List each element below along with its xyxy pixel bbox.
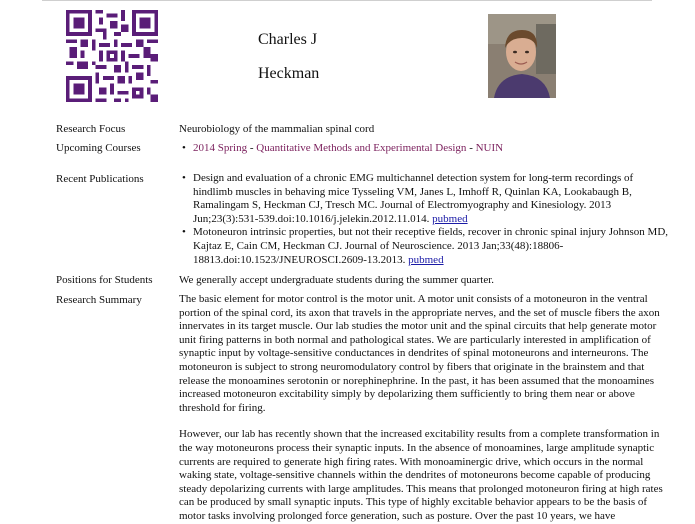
- publication-citation: Design and evaluation of a chronic EMG multichannel detection system for long-term recordings of hindlimb muscles in behaving mice Tysseling VM, Janes L, Imhoff R, Quinlan KA, Lookabaugh B, Ramalingam S, Heckman CJ, Tresch MC. Journal of Electromyography and Kinesiology. 2013 Jun;23(3):531-539.doi:10.1016/j.jelekin.2012.11.014.: [193, 172, 634, 225]
- course-term-link[interactable]: 2014 Spring: [193, 142, 248, 154]
- research-focus-value: Neurobiology of the mammalian spinal cord: [179, 123, 375, 135]
- last-name: Heckman: [258, 65, 320, 82]
- course-separator: -: [247, 142, 257, 154]
- bullet-icon: •: [182, 142, 186, 154]
- publication-item: [179, 172, 673, 226]
- summary-paragraph: However, our lab has recently shown that the increased excitability results from a complete transformation in the way motoneurons process their synaptic inputs. In the absence of monoamines, large amplitude synaptic currents are required to generate high firing rates. With monoaminergic drive, which occurs in the normal waking state, voltage-sensitive channels within the dendrites of motoneurons become capable of producing steady depolarizing currents with large amplitudes. This means that prolonged motoneuron firing at high rates can be produced by small synaptic inputs. This type of highly excitable behavior appears to be the basis of motor tasks involving prolonged force generation, such as posture. Over the past 10 years, we have: [179, 428, 663, 522]
- research-summary-label: Research Summary: [56, 294, 142, 306]
- publication-item: [179, 226, 673, 267]
- courses-list: [179, 141, 673, 155]
- pubmed-link[interactable]: pubmed: [408, 253, 444, 266]
- publications-list: [179, 172, 673, 267]
- first-name: Charles J: [258, 31, 318, 48]
- bullet-icon: •: [182, 172, 186, 184]
- publication-citation: Motoneuron intrinsic properties, but not their receptive fields, recover in chronic spinal injury Johnson MD, Kajtaz E, Cain CM, Heckman CJ. Journal of Neuroscience. 2013 Jan;33(48):18806-18813.doi:10.1523/JNEUROSCI.2609-13.2013.: [193, 226, 669, 266]
- course-title-link[interactable]: Quantitative Methods and Experimental Design: [256, 142, 467, 154]
- research-focus-label: Research Focus: [56, 123, 126, 135]
- profile-photo: [488, 14, 556, 98]
- pubmed-link[interactable]: pubmed: [432, 212, 468, 225]
- recent-publications-label: Recent Publications: [56, 173, 144, 185]
- qr-code: [66, 10, 158, 102]
- course-item: [179, 141, 673, 155]
- top-divider: [42, 0, 652, 1]
- positions-value: We generally accept undergraduate students during the summer quarter.: [179, 274, 495, 286]
- research-summary-body: [179, 293, 673, 524]
- bullet-icon: •: [182, 226, 186, 239]
- course-separator: -: [466, 142, 476, 154]
- summary-paragraph: The basic element for motor control is the motor unit. A motor unit consists of a motoneuron in the ventral portion of the spinal cord, its axon that travels in the appropriate nerves, and the set of muscle fibers the axon innervates in its target muscle. Our lab studies the motor unit and the spinal circuits that help generate motor unit firing patterns in both normal and pathological states. We are particularly interested in amplification of synaptic input by voltage-sensitive conductances in dendrites of spinal motoneurons and interneurons. The motoneuron is subject to strong neuromodulatory control by fibers that originate in the brainstem and that release the monoamines serotonin or norephinephrine. In the past, it has been assumed that the monoamines increased motoneuron excitability simply by depolarizing them sufficiently to bring them near or above threshold for firing.: [179, 293, 660, 414]
- course-program-link[interactable]: NUIN: [475, 142, 504, 154]
- positions-label: Positions for Students: [56, 274, 153, 286]
- upcoming-courses-label: Upcoming Courses: [56, 142, 141, 154]
